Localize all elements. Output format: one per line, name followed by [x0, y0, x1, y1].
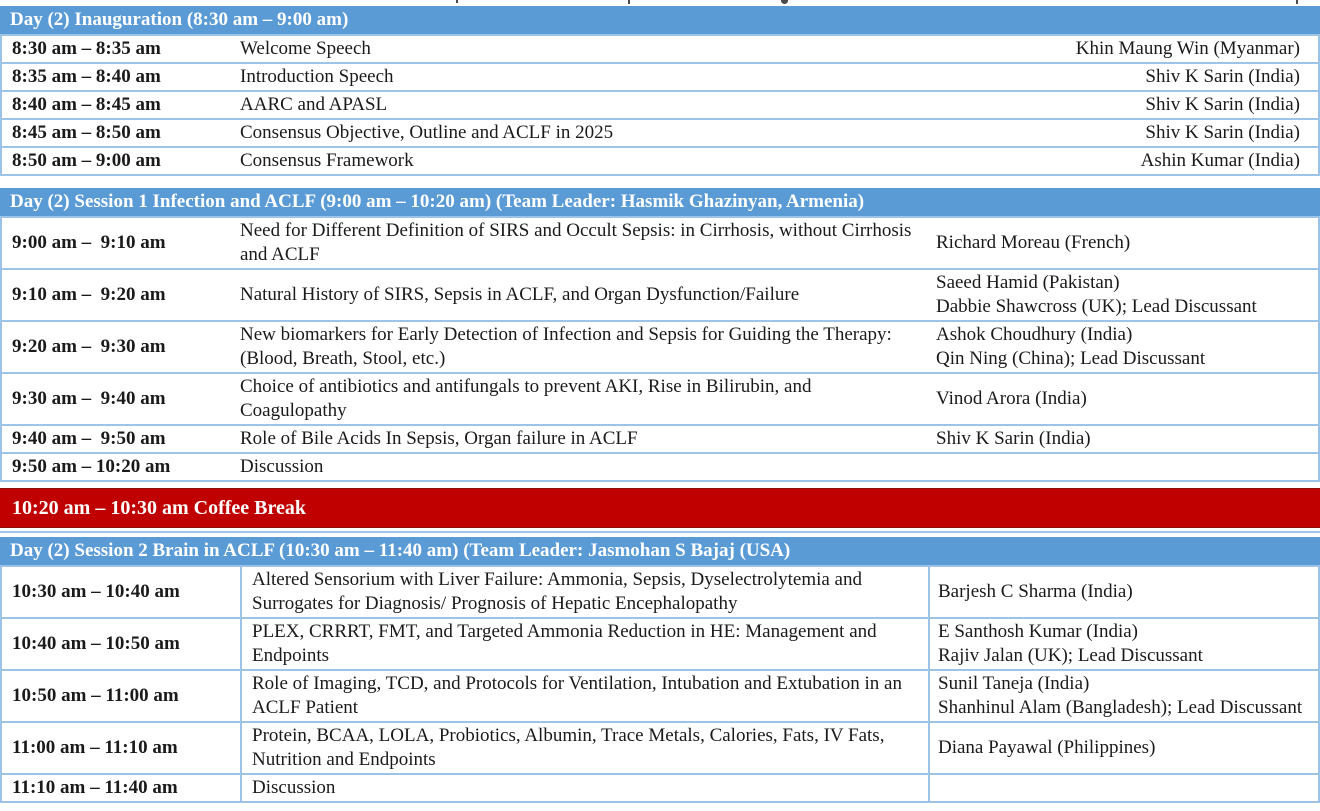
speaker-line: Vinod Arora (India) — [936, 388, 1087, 409]
cropped-text-fragments — [0, 0, 1320, 6]
section-gap — [0, 176, 1320, 188]
topic-cell: Role of Bile Acids In Sepsis, Organ failure in ACLF — [240, 428, 638, 449]
topic-cell: Welcome Speech — [240, 38, 371, 59]
schedule-row — [2, 617, 1318, 669]
schedule-row — [2, 36, 1318, 62]
speaker-cell — [928, 218, 1318, 268]
speaker-cell — [928, 92, 1318, 118]
schedule-row — [2, 773, 1318, 801]
topic-cell: PLEX, CRRRT, FMT, and Targeted Ammonia Reduction in HE: Management and Endpoints — [240, 619, 928, 669]
schedule-row — [2, 118, 1318, 146]
topic-cell: Consensus Framework — [240, 150, 414, 171]
speaker-cell — [928, 567, 1318, 617]
speaker-line: Shiv K Sarin (India) — [1145, 122, 1300, 143]
speaker-cell — [928, 322, 1318, 372]
speaker-line: Ashok Choudhury (India) — [936, 324, 1133, 345]
speaker-line: Richard Moreau (French) — [936, 232, 1131, 253]
time-cell: 9:20 am – 9:30 am — [12, 336, 166, 357]
schedule-row — [2, 669, 1318, 721]
time-cell: 11:10 am – 11:40 am — [12, 777, 178, 798]
topic-cell: Natural History of SIRS, Sepsis in ACLF, and Organ Dysfunction/Failure — [240, 284, 800, 305]
schedule-row — [2, 146, 1318, 174]
time-cell: 8:50 am – 9:00 am — [12, 150, 161, 171]
section-session-2 — [0, 537, 1320, 803]
inauguration-rows — [0, 34, 1320, 176]
speaker-line: Ashin Kumar (India) — [1140, 150, 1300, 171]
speaker-line: Sunil Taneja (India) — [938, 673, 1090, 694]
speaker-cell — [928, 723, 1318, 773]
time-cell: 8:40 am – 8:45 am — [12, 94, 161, 115]
speaker-line: Diana Payawal (Philippines) — [938, 737, 1156, 758]
speaker-line: Shiv K Sarin (India) — [936, 428, 1091, 449]
speaker-cell — [928, 148, 1318, 174]
topic-cell: New biomarkers for Early Detection of Infection and Sepsis for Guiding the Therapy: (Blood, Breath, Stool, etc.) — [240, 324, 892, 369]
speaker-cell — [928, 36, 1318, 62]
schedule-row — [2, 424, 1318, 452]
time-cell: 8:35 am – 8:40 am — [12, 66, 161, 87]
speaker-line: E Santhosh Kumar (India) — [938, 621, 1138, 642]
time-cell: 9:40 am – 9:50 am — [12, 428, 166, 449]
speaker-line: Khin Maung Win (Myanmar) — [1075, 38, 1300, 59]
time-cell: 10:40 am – 10:50 am — [12, 633, 180, 654]
session-2-rows — [0, 565, 1320, 803]
schedule-row — [2, 268, 1318, 320]
topic-cell: Protein, BCAA, LOLA, Probiotics, Albumin, Trace Metals, Calories, Fats, IV Fats, Nutrition and Endpoints — [240, 723, 928, 773]
topic-cell: Need for Different Definition of SIRS and Occult Sepsis: in Cirrhosis, without Cirrhosis and ACLF — [240, 220, 912, 265]
speaker-line: Shanhinul Alam (Bangladesh); Lead Discussant — [938, 697, 1303, 718]
speaker-cell — [928, 64, 1318, 90]
speaker-cell — [928, 426, 1318, 452]
time-cell: 9:10 am – 9:20 am — [12, 284, 166, 305]
topic-cell: Altered Sensorium with Liver Failure: Ammonia, Sepsis, Dyselectrolytemia and Surrogates for Diagnosis/ Prognosis of Hepatic Encephalopathy — [240, 567, 928, 617]
schedule-row — [2, 567, 1318, 617]
session-1-rows — [0, 216, 1320, 482]
section-header-session-2: Day (2) Session 2 Brain in ACLF (10:30 am – 11:40 am) (Team Leader: Jasmohan S Bajaj (USA) — [0, 537, 1320, 565]
speaker-line: Rajiv Jalan (UK); Lead Discussant — [938, 645, 1203, 666]
topic-cell: Discussion — [240, 456, 324, 477]
speaker-line: Qin Ning (China); Lead Discussant — [936, 348, 1206, 369]
speaker-cell — [928, 619, 1318, 669]
time-cell: 11:00 am – 11:10 am — [12, 737, 178, 758]
time-cell: 8:45 am – 8:50 am — [12, 122, 161, 143]
speaker-cell — [928, 374, 1318, 424]
speaker-line: Saeed Hamid (Pakistan) — [936, 272, 1120, 293]
coffee-break-bar: 10:20 am – 10:30 am Coffee Break — [0, 488, 1320, 528]
speaker-line: Shiv K Sarin (India) — [1145, 94, 1300, 115]
time-cell: 9:30 am – 9:40 am — [12, 388, 166, 409]
speaker-cell — [928, 270, 1318, 320]
time-cell: 10:50 am – 11:00 am — [12, 685, 179, 706]
speaker-line: Barjesh C Sharma (India) — [938, 581, 1133, 602]
section-inauguration — [0, 6, 1320, 176]
section-header-session-1: Day (2) Session 1 Infection and ACLF (9:00 am – 10:20 am) (Team Leader: Hasmik Ghazinyan, Armenia) — [0, 188, 1320, 216]
topic-cell: Introduction Speech — [240, 66, 394, 87]
text-fragment — [1296, 0, 1298, 4]
speaker-cell — [928, 775, 1318, 801]
text-fragment — [781, 0, 788, 4]
schedule-row — [2, 62, 1318, 90]
speaker-line: Shiv K Sarin (India) — [1145, 66, 1300, 87]
schedule-row — [2, 721, 1318, 773]
time-cell: 10:30 am – 10:40 am — [12, 581, 180, 602]
time-cell: 8:30 am – 8:35 am — [12, 38, 161, 59]
schedule-row — [2, 90, 1318, 118]
text-fragment — [628, 0, 630, 4]
topic-cell: Choice of antibiotics and antifungals to prevent AKI, Rise in Bilirubin, and Coagulopathy — [240, 376, 812, 421]
section-header-inauguration: Day (2) Inauguration (8:30 am – 9:00 am) — [0, 6, 1320, 34]
topic-cell: Role of Imaging, TCD, and Protocols for Ventilation, Intubation and Extubation in an ACLF Patient — [240, 671, 928, 721]
topic-cell: AARC and APASL — [240, 94, 388, 115]
speaker-line: Dabbie Shawcross (UK); Lead Discussant — [936, 296, 1257, 317]
section-session-1 — [0, 188, 1320, 482]
topic-cell: Consensus Objective, Outline and ACLF in 2025 — [240, 122, 614, 143]
topic-cell: Discussion — [240, 775, 928, 801]
schedule-row — [2, 218, 1318, 268]
speaker-cell — [928, 671, 1318, 721]
schedule-row — [2, 320, 1318, 372]
speaker-cell — [928, 454, 1318, 480]
time-cell: 9:50 am – 10:20 am — [12, 456, 171, 477]
text-fragment — [456, 0, 458, 3]
time-cell: 9:00 am – 9:10 am — [12, 232, 166, 253]
speaker-cell — [928, 120, 1318, 146]
schedule-row — [2, 452, 1318, 480]
schedule-row — [2, 372, 1318, 424]
